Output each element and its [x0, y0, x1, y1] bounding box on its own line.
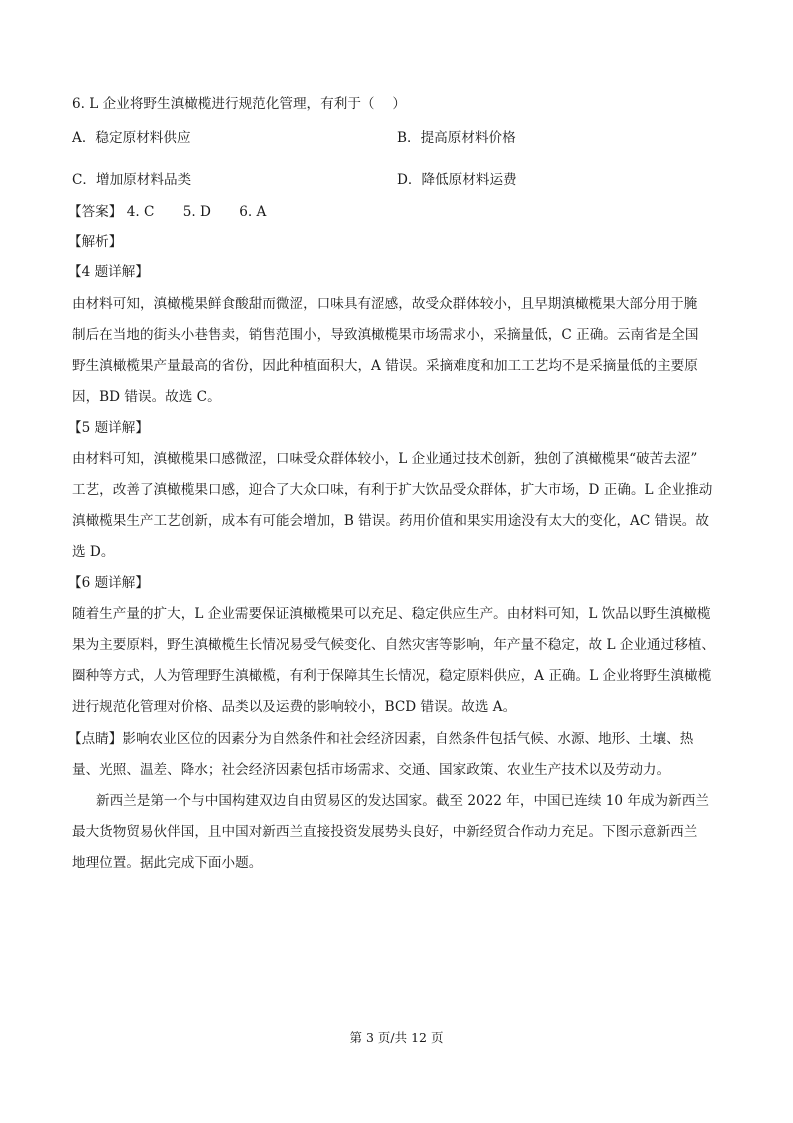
detail-4-line: 由材料可知，滇橄榄果鲜食酸甜而微涩，口味具有涩感，故受众群体较小，且早期滇橄榄果大部分用于腌 — [72, 296, 698, 312]
option-b: B．提高原材料价格 — [397, 130, 516, 146]
answer-values — [127, 204, 291, 220]
option-d: D．降低原材料运费 — [397, 172, 517, 188]
analysis-tag: 【解析】 — [68, 234, 123, 250]
answer-tag: 【答案】 — [68, 204, 123, 220]
detail-5-title: 【5 题详解】 — [68, 420, 149, 436]
answer-5: 5. D — [182, 204, 211, 220]
question-6-stem: 6. L 企业将野生滇橄榄进行规范化管理，有利于（ ） — [72, 96, 407, 112]
answer-4: 4. C — [126, 204, 155, 220]
material-line: 新西兰是第一个与中国构建双边自由贸易区的发达国家。截至 2022 年，中国已连续 10 年成为新西兰 — [96, 793, 709, 809]
detail-5-line: 工艺，改善了滇橄榄果口感，迎合了大众口味，有利于扩大饮品受众群体，扩大市场，D 正确。L 企业推动 — [72, 482, 713, 498]
detail-4-title: 【4 题详解】 — [68, 264, 149, 280]
detail-6-line: 圈种等方式，人为管理野生滇橄榄，有利于保障其生长情况，稳定原料供应，A 正确。L 企业将野生滇橄榄 — [72, 668, 712, 684]
detail-6-line: 进行规范化管理对价格、品类以及运费的影响较小，BCD 错误。故选 A。 — [72, 699, 517, 715]
tips-line: 【点睛】影响农业区位的因素分为自然条件和社会经济因素，自然条件包括气候、水源、地形、土壤、热 — [68, 731, 694, 747]
option-a: A．稳定原材料供应 — [72, 130, 191, 146]
material-line: 地理位置。据此完成下面小题。 — [72, 855, 263, 871]
detail-4-line: 制后在当地的街头小巷售卖，销售范围小，导致滇橄榄果市场需求小，采摘量低，C 正确。云南省是全国 — [72, 327, 699, 343]
material-line: 最大货物贸易伙伴国，且中国对新西兰直接投资发展势头良好，中新经贸合作动力充足。下图示意新西兰 — [72, 824, 698, 840]
detail-4-line: 野生滇橄榄果产量最高的省份，因此种植面积大，A 错误。采摘难度和加工工艺均不是采摘量低的主要原 — [72, 358, 698, 374]
answer-6: 6. A — [239, 204, 267, 220]
detail-5-line: 滇橄榄果生产工艺创新，成本有可能会增加，B 错误。药用价值和果实用途没有太大的变化，AC 错误。故 — [72, 513, 709, 529]
detail-6-line: 果为主要原料，野生滇橄榄生长情况易受气候变化、自然灾害等影响，年产量不稳定，故 L 企业通过移植、 — [72, 637, 715, 653]
tips-line: 量、光照、温差、降水；社会经济因素包括市场需求、交通、国家政策、农业生产技术以及劳动力。 — [72, 762, 671, 778]
detail-6-line: 随着生产量的扩大，L 企业需要保证滇橄榄果可以充足、稳定供应生产。由材料可知，L 饮品以野生滇橄榄 — [72, 606, 711, 622]
detail-5-line: 由材料可知，滇橄榄果口感微涩，口味受众群体较小，L 企业通过技术创新，独创了滇橄榄果“破苦去涩” — [72, 451, 698, 467]
detail-5-line: 选 D。 — [72, 544, 115, 560]
answer-line — [68, 204, 290, 220]
detail-4-line: 因，BD 错误。故选 C。 — [72, 389, 221, 405]
detail-6-title: 【6 题详解】 — [68, 575, 149, 591]
page-footer: 第 3 页/共 12 页 — [349, 1030, 444, 1045]
option-c: C．增加原材料品类 — [72, 172, 192, 188]
